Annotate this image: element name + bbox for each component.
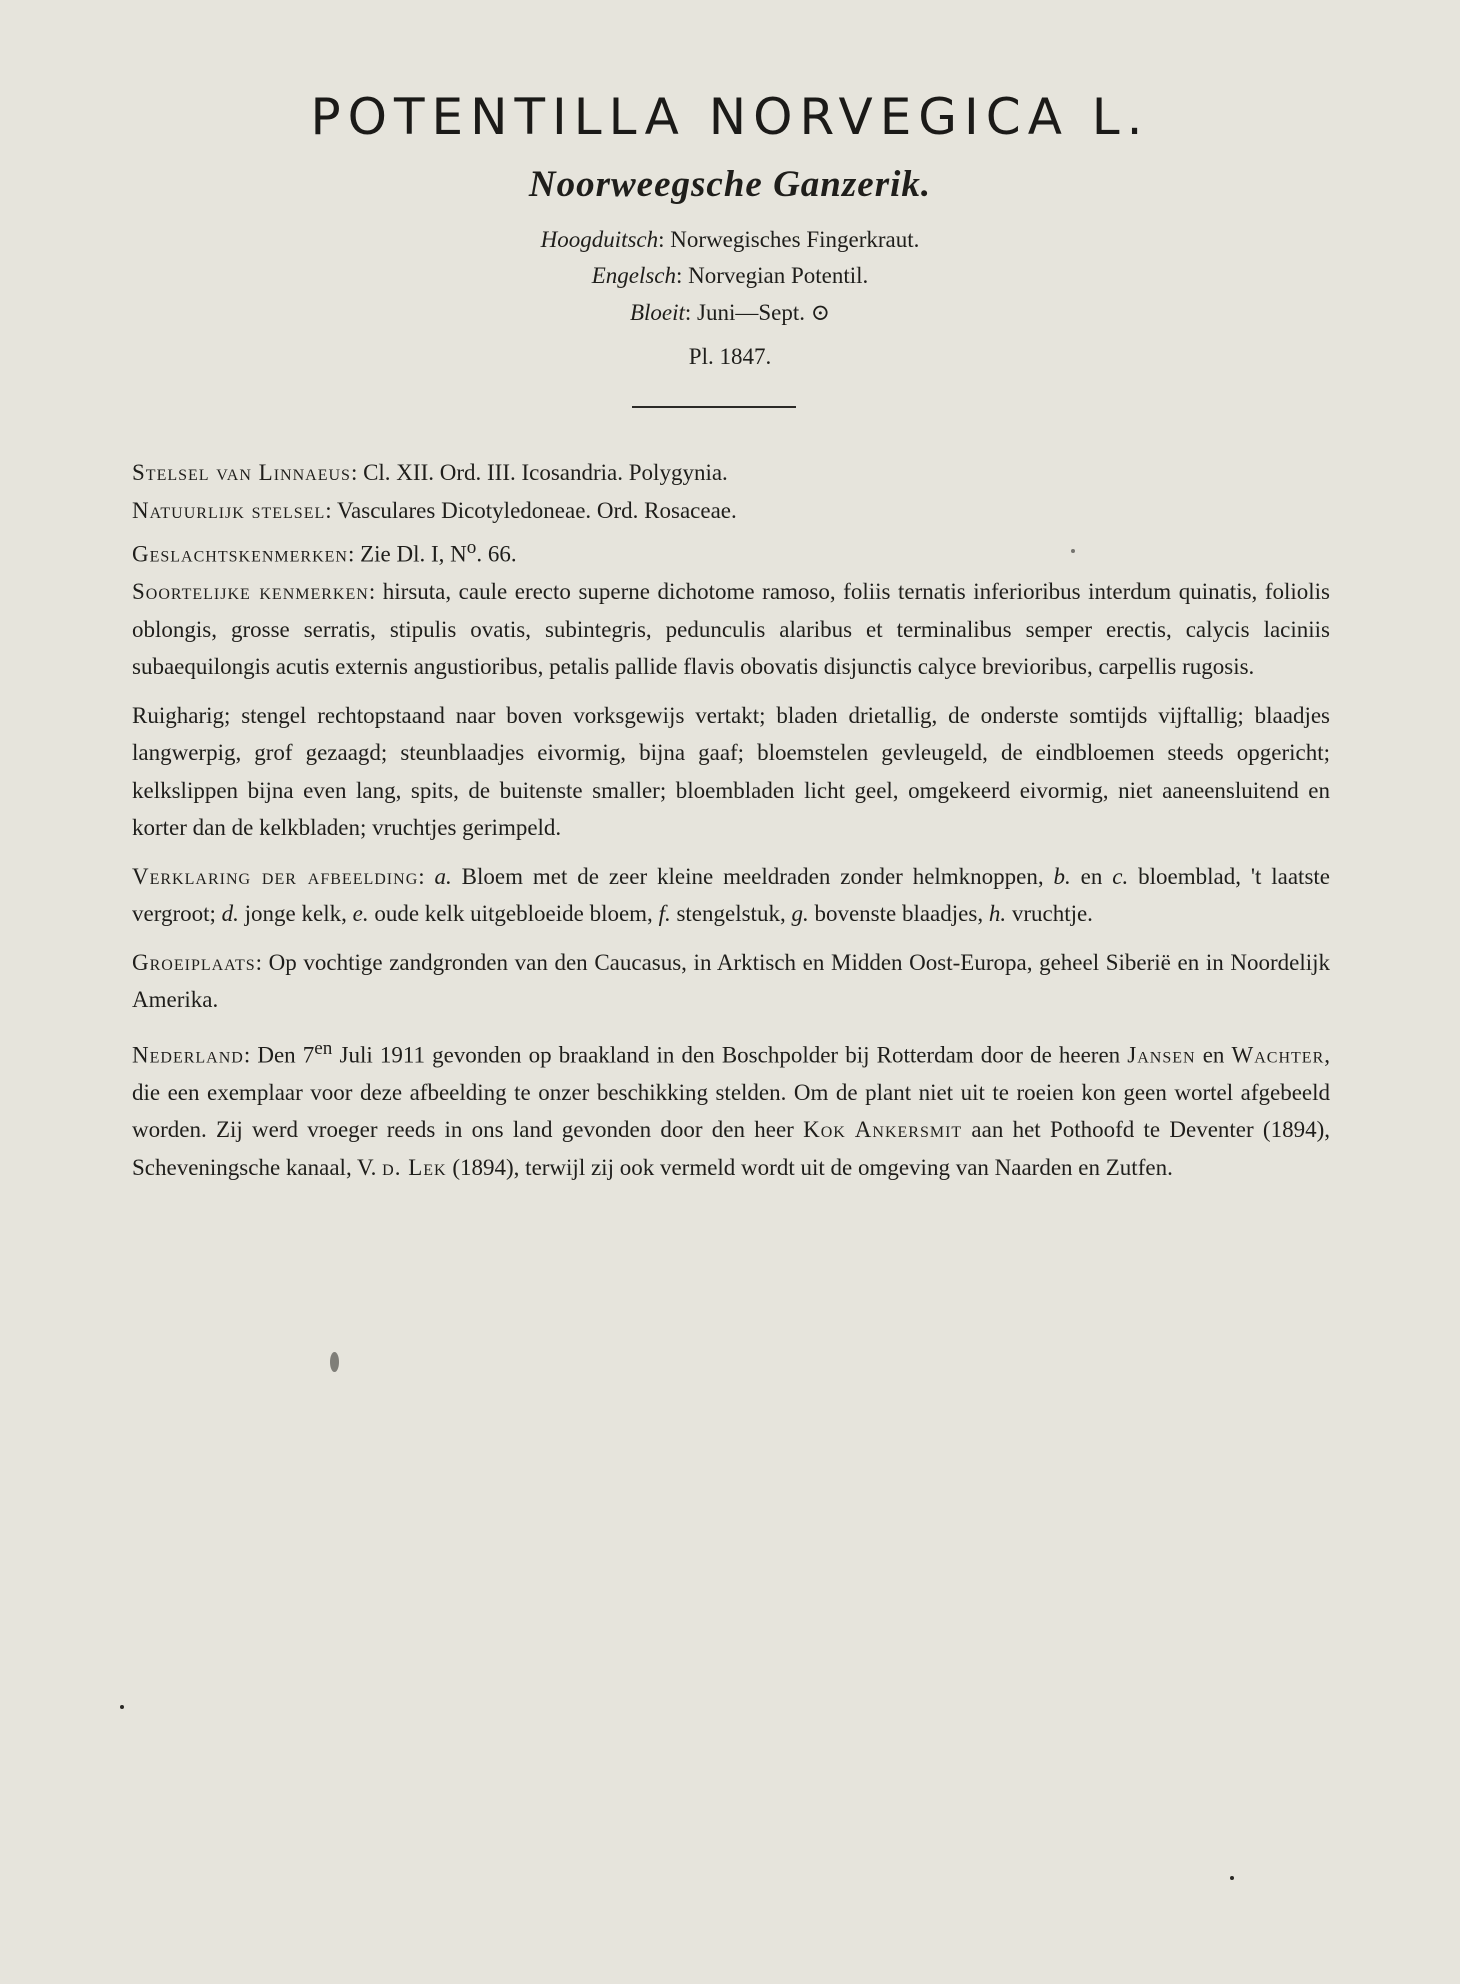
divider-rule <box>632 406 796 408</box>
species-characters-dutch: Ruigharig; stengel rechtopstaand naar boven vorksgewijs vertakt; bladen drietallig, de onderste somtijds vijftallig; blaadjes langwerpig, grof gezaagd; steunblaadjes eivormig, bijna gaaf; bloemstelen gevleugeld, de eindbloemen steeds opgericht; kelkslippen bijna even lang, spits, de buitenste smaller; bloembladen licht geel, omgekeerd eivormig, niet aaneensluitend en korter dan de kelkbladen; vruchtjes gerimpeld. <box>132 702 1330 841</box>
page-title: POTENTILLA NORVEGICA L. <box>310 88 1150 146</box>
netherlands-occurrence: Nederland: Den $7^{en}$ Juli 1911 gevonden op braakland in den Boschpolder bij Rotterdam door de heeren Jansen en Wachter, die een exemplaar voor deze afbeelding te onzer beschikking stelden. Om de plant niet uit te roeien kon geen wortel afgebeeld worden. Zij werd vroeger reeds in ons land gevonden door den heer Kok Ankersmit aan het Pothoofd te Deventer (1894), Scheveningsche kanaal, V. d. Lek (1894), terwijl zij ook vermeld wordt uit de omgeving van Naarden en Zutfen. <box>132 1037 1330 1180</box>
paper-speck <box>330 1352 339 1372</box>
german-name: Norwegisches Fingerkraut. <box>670 227 920 252</box>
person-name: Kok Ankersmit <box>803 1117 963 1143</box>
german-name-line: Hoogduitsch: Norwegisches Fingerkraut. <box>540 227 920 252</box>
english-name-line: Engelsch: Norvegian Potentil. <box>591 263 869 288</box>
german-label: Hoogduitsch <box>540 227 659 252</box>
genus-label: Geslachtskenmerken <box>132 541 348 567</box>
species-label: Soortelijke kenmerken <box>132 579 369 605</box>
netherlands-label: Nederland <box>132 1042 244 1068</box>
english-name: Norvegian Potentil. <box>688 263 869 288</box>
natural-system: Natuurlijk stelsel: Vasculares Dicotyledoneae. Ord. Rosaceae. <box>132 497 737 523</box>
genus-characters: Geslachtskenmerken: Zie Dl. I, $N^o$. 66. <box>132 537 517 567</box>
flowering-value: Juni—Sept. ⊙ <box>697 300 831 325</box>
linnaeus-system: Stelsel van Linnaeus: Cl. XII. Ord. III. Icosandria. Polygynia. <box>132 460 728 485</box>
paper-speck <box>1071 549 1075 553</box>
person-name: d. Lek <box>382 1154 447 1180</box>
person-name: Wachter <box>1231 1042 1325 1068</box>
flowering-line: Bloeit: Juni—Sept. ⊙ <box>629 300 831 325</box>
person-name: Jansen <box>1127 1042 1196 1068</box>
habitat-label: Groeiplaats <box>132 949 256 975</box>
paper-speck <box>120 1705 124 1709</box>
dutch-name: Noorweegsche Ganzerik. <box>528 164 932 205</box>
figures-label: Verklaring der afbeelding <box>132 863 419 889</box>
species-characters-latin: Soortelijke kenmerken: hirsuta, caule erecto superne dichotome ramoso, foliis ternatis inferioribus interdum quinatis, foliolis oblongis, grosse serratis, stipulis ovatis, subintegris, pedunculis alaribus et terminalibus semper erectis, calycis laciniis subaequilongis acutis externis angustioribus, petalis pallide flavis obovatis disjunctis calyce brevioribus, carpellis rugosis. <box>132 579 1331 680</box>
english-label: Engelsch <box>591 263 677 288</box>
plate-number: Pl. 1847. <box>688 344 772 369</box>
description-body <box>108 454 1330 1186</box>
natural-label: Natuurlijk stelsel <box>132 497 326 523</box>
figure-explanation: Verklaring der afbeelding: a. Bloem met de zeer kleine meeldraden zonder helmknoppen, b. en c. bloemblad, 't laatste vergroot; d. jonge kelk, e. oude kelk uitgebloeide bloem, f. stengelstuk, g. bovenste blaadjes, h. vruchtje. <box>132 863 1330 927</box>
habitat: Groeiplaats: Op vochtige zandgronden van den Caucasus, in Arktisch en Midden Oost-Europa, geheel Siberië en in Noordelijk Amerika. <box>132 949 1331 1013</box>
linnaeus-label: Stelsel van Linnaeus <box>132 460 351 485</box>
flowering-label: Bloeit <box>629 300 685 325</box>
paper-speck <box>1230 1876 1234 1880</box>
